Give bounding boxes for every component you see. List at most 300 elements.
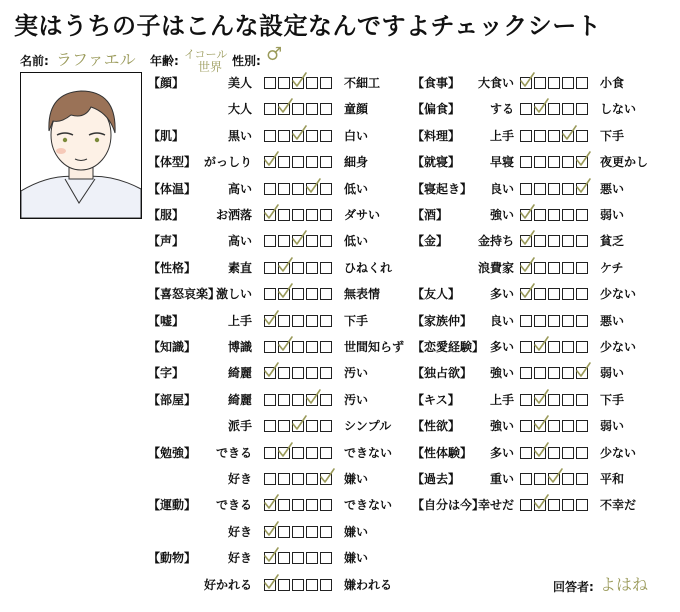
checkbox[interactable] <box>306 499 318 511</box>
checkbox[interactable] <box>320 183 332 195</box>
right-descriptor: ひねくれ <box>344 260 393 275</box>
checkbox[interactable] <box>548 130 560 142</box>
checkbox[interactable] <box>548 315 560 327</box>
right-descriptor: 不幸だ <box>600 498 637 513</box>
checklist-row <box>412 283 674 305</box>
checkmark-icon <box>277 283 293 299</box>
checkmark-icon <box>561 125 577 141</box>
left-descriptor: 早寝 <box>489 155 514 170</box>
checkbox[interactable] <box>306 447 318 459</box>
checkmark-icon <box>305 178 321 194</box>
right-descriptor: 世間知らず <box>344 340 405 354</box>
checkbox[interactable] <box>520 394 532 406</box>
checkmark-icon <box>519 230 535 246</box>
checkbox[interactable] <box>534 315 546 327</box>
checkbox[interactable] <box>320 262 332 274</box>
checkbox[interactable] <box>576 447 588 459</box>
checkbox[interactable] <box>306 367 318 379</box>
right-descriptor: 白い <box>344 128 369 143</box>
category-label: 【過去】 <box>412 472 461 486</box>
left-descriptor: 綺麗 <box>227 366 252 381</box>
checkbox[interactable] <box>278 235 290 247</box>
left-descriptor: 高い <box>227 234 252 249</box>
left-descriptor: 高い <box>227 181 252 196</box>
checkbox[interactable] <box>264 447 276 459</box>
checkbox[interactable] <box>576 473 588 485</box>
rating-scale <box>264 552 338 564</box>
checklist-row <box>412 389 674 411</box>
checkbox[interactable] <box>520 103 532 115</box>
checkbox[interactable] <box>320 394 332 406</box>
category-label: 【体温】 <box>148 181 197 196</box>
checkbox[interactable] <box>520 183 532 195</box>
rating-scale <box>520 288 594 300</box>
checkbox[interactable] <box>320 103 332 115</box>
checklist-row <box>412 98 674 120</box>
checkbox[interactable] <box>576 394 588 406</box>
left-descriptor: 多い <box>489 445 514 460</box>
left-descriptor: する <box>489 102 514 117</box>
right-descriptor: 少ない <box>600 287 637 302</box>
rating-scale <box>264 315 338 327</box>
checkbox[interactable] <box>520 315 532 327</box>
checkbox[interactable] <box>292 394 304 406</box>
checkbox[interactable] <box>264 103 276 115</box>
checkbox[interactable] <box>306 420 318 432</box>
right-descriptor: 弱い <box>600 419 625 434</box>
rating-scale <box>264 288 338 300</box>
checkbox[interactable] <box>520 367 532 379</box>
checkbox[interactable] <box>548 288 560 300</box>
right-descriptor: ケチ <box>600 260 624 275</box>
checkbox[interactable] <box>278 473 290 485</box>
rating-scale <box>520 315 594 327</box>
checkbox[interactable] <box>278 209 290 221</box>
category-label: 【金】 <box>412 234 449 249</box>
checklist-row <box>148 257 410 279</box>
checkmark-icon <box>533 98 549 114</box>
left-descriptor: 金持ち <box>477 234 514 249</box>
rating-scale <box>520 156 594 168</box>
checkbox[interactable] <box>520 156 532 168</box>
checkbox[interactable] <box>320 77 332 89</box>
left-descriptor: 重い <box>489 472 514 486</box>
checkbox[interactable] <box>278 183 290 195</box>
checkbox[interactable] <box>576 315 588 327</box>
checkbox[interactable] <box>520 341 532 353</box>
left-descriptor: 大人 <box>227 102 252 117</box>
checkbox[interactable] <box>548 394 560 406</box>
checkbox[interactable] <box>306 552 318 564</box>
checkbox[interactable] <box>520 420 532 432</box>
checkmark-icon <box>305 389 321 405</box>
checkbox[interactable] <box>320 235 332 247</box>
right-descriptor: できない <box>344 498 393 513</box>
checkbox[interactable] <box>562 262 574 274</box>
checkbox[interactable] <box>278 367 290 379</box>
checkmark-icon <box>319 468 335 484</box>
left-descriptor: 美人 <box>227 76 252 90</box>
checkbox[interactable] <box>576 103 588 115</box>
right-descriptor: 悪い <box>600 313 625 328</box>
left-descriptor: 博識 <box>227 340 252 354</box>
category-label: 【勉強】 <box>148 445 197 460</box>
checkbox[interactable] <box>320 420 332 432</box>
checkbox[interactable] <box>548 103 560 115</box>
checkbox[interactable] <box>292 552 304 564</box>
checkbox[interactable] <box>264 183 276 195</box>
checkbox[interactable] <box>534 262 546 274</box>
left-descriptor: 上手 <box>489 128 514 143</box>
category-label: 【性格】 <box>148 260 197 275</box>
checkbox[interactable] <box>306 526 318 538</box>
checkbox[interactable] <box>278 156 290 168</box>
checkbox[interactable] <box>278 552 290 564</box>
rating-scale <box>520 130 594 142</box>
checkmark-icon <box>533 389 549 405</box>
category-label: 【嘘】 <box>148 313 185 328</box>
checkbox[interactable] <box>264 235 276 247</box>
checkmark-icon <box>533 336 549 352</box>
left-descriptor: お洒落 <box>215 208 252 222</box>
checkbox[interactable] <box>320 552 332 564</box>
left-descriptor: 強い <box>489 366 514 381</box>
checkbox[interactable] <box>562 209 574 221</box>
checkbox[interactable] <box>520 473 532 485</box>
checkmark-icon <box>533 494 549 510</box>
category-label: 【字】 <box>148 366 185 381</box>
checkbox[interactable] <box>562 447 574 459</box>
checklist-row <box>412 230 674 252</box>
checkbox[interactable] <box>278 499 290 511</box>
checkbox[interactable] <box>534 235 546 247</box>
checkbox[interactable] <box>292 183 304 195</box>
checkbox[interactable] <box>320 341 332 353</box>
checkbox[interactable] <box>292 579 304 591</box>
checkbox[interactable] <box>548 499 560 511</box>
checkbox[interactable] <box>548 341 560 353</box>
right-descriptor: シンプル <box>344 419 392 434</box>
checkbox[interactable] <box>264 473 276 485</box>
checkbox[interactable] <box>562 367 574 379</box>
category-label: 【部屋】 <box>148 392 197 407</box>
checkbox[interactable] <box>264 420 276 432</box>
left-descriptor: 素直 <box>227 260 252 275</box>
rating-scale <box>264 262 338 274</box>
rating-scale <box>520 420 594 432</box>
checkbox[interactable] <box>576 209 588 221</box>
checkbox[interactable] <box>534 156 546 168</box>
checkbox[interactable] <box>576 130 588 142</box>
category-label: 【食事】 <box>412 76 461 90</box>
rating-scale <box>264 473 338 485</box>
checkbox[interactable] <box>292 209 304 221</box>
gender-value: ♂ <box>266 44 283 65</box>
rating-scale <box>264 103 338 115</box>
checkbox[interactable] <box>562 103 574 115</box>
checklist-row <box>148 442 410 464</box>
checkbox[interactable] <box>520 447 532 459</box>
checkbox[interactable] <box>264 394 276 406</box>
checkbox[interactable] <box>320 447 332 459</box>
checkbox[interactable] <box>320 288 332 300</box>
checkbox[interactable] <box>562 473 574 485</box>
rating-scale <box>264 394 338 406</box>
right-descriptor: 弱い <box>600 208 625 222</box>
checkbox[interactable] <box>562 156 574 168</box>
rating-scale <box>520 77 594 89</box>
checkmark-icon <box>263 151 279 167</box>
checklist-row <box>412 178 674 200</box>
category-label: 【肌】 <box>148 128 185 143</box>
rating-scale <box>520 209 594 221</box>
checkbox[interactable] <box>292 288 304 300</box>
left-descriptor: がっしり <box>203 155 252 170</box>
checkbox[interactable] <box>562 341 574 353</box>
checkmark-icon <box>533 442 549 458</box>
checkbox[interactable] <box>278 315 290 327</box>
left-descriptor: 好き <box>227 472 252 486</box>
right-descriptor: 嫌い <box>344 551 369 566</box>
checklist-row <box>412 257 674 279</box>
checkbox[interactable] <box>306 473 318 485</box>
category-label: 【偏食】 <box>412 102 461 117</box>
gender-label: 性別: <box>232 54 261 68</box>
checkbox[interactable] <box>576 77 588 89</box>
checklist-row <box>148 389 410 411</box>
checkbox[interactable] <box>534 209 546 221</box>
checkbox[interactable] <box>534 473 546 485</box>
respondent-value: よはね <box>600 575 649 594</box>
right-descriptor: 低い <box>344 234 369 249</box>
checkbox[interactable] <box>306 209 318 221</box>
checkbox[interactable] <box>576 235 588 247</box>
checkbox[interactable] <box>320 526 332 538</box>
category-label: 【恋愛経験】 <box>412 340 485 354</box>
checkmark-icon <box>263 521 279 537</box>
left-descriptor: 良い <box>489 313 514 328</box>
checkbox[interactable] <box>562 420 574 432</box>
right-descriptor: 下手 <box>600 128 625 143</box>
checkmark-icon <box>519 204 535 220</box>
rating-scale <box>264 526 338 538</box>
checkbox[interactable] <box>534 130 546 142</box>
checklist-row <box>412 415 674 437</box>
checkbox[interactable] <box>278 526 290 538</box>
checkbox[interactable] <box>278 77 290 89</box>
checkbox[interactable] <box>264 130 276 142</box>
rating-scale <box>520 103 594 115</box>
checklist-row <box>148 98 410 120</box>
category-label: 【自分は今】 <box>412 498 485 513</box>
checkbox[interactable] <box>534 183 546 195</box>
checkbox[interactable] <box>306 579 318 591</box>
rating-scale <box>264 156 338 168</box>
left-descriptor: 多い <box>489 287 514 302</box>
checkbox[interactable] <box>562 183 574 195</box>
left-descriptor: 好かれる <box>203 577 252 592</box>
checklist-row <box>148 468 410 490</box>
checkbox[interactable] <box>306 156 318 168</box>
checkbox[interactable] <box>576 341 588 353</box>
checkbox[interactable] <box>264 262 276 274</box>
checkbox[interactable] <box>320 156 332 168</box>
checkbox[interactable] <box>548 420 560 432</box>
checklist-row <box>412 72 674 94</box>
rating-scale <box>520 341 594 353</box>
checklist-row <box>148 574 410 596</box>
checklist-row <box>412 310 674 332</box>
checkmark-icon <box>519 283 535 299</box>
checkbox[interactable] <box>562 235 574 247</box>
checkbox[interactable] <box>306 130 318 142</box>
left-descriptor: 黒い <box>227 128 252 143</box>
checklist-row <box>148 204 410 226</box>
checkbox[interactable] <box>292 103 304 115</box>
checklist-row <box>148 283 410 305</box>
checkbox[interactable] <box>548 183 560 195</box>
checkbox[interactable] <box>562 394 574 406</box>
right-descriptor: 夜更かし <box>600 155 649 170</box>
checkbox[interactable] <box>292 499 304 511</box>
right-descriptor: 悪い <box>600 181 625 196</box>
checkbox[interactable] <box>562 315 574 327</box>
checkmark-icon <box>291 72 307 88</box>
checkmark-icon <box>277 442 293 458</box>
checkbox[interactable] <box>292 526 304 538</box>
checkbox[interactable] <box>306 235 318 247</box>
checklist-row <box>148 230 410 252</box>
category-label: 【友人】 <box>412 287 461 302</box>
checkbox[interactable] <box>576 420 588 432</box>
checkbox[interactable] <box>292 473 304 485</box>
checkbox[interactable] <box>306 341 318 353</box>
category-label: 【声】 <box>148 234 185 249</box>
checkbox[interactable] <box>562 499 574 511</box>
checkbox[interactable] <box>292 262 304 274</box>
checkbox[interactable] <box>548 447 560 459</box>
right-descriptor: 嫌い <box>344 472 369 486</box>
checkbox[interactable] <box>306 315 318 327</box>
checkbox[interactable] <box>306 262 318 274</box>
checkmark-icon <box>547 468 563 484</box>
checkbox[interactable] <box>278 130 290 142</box>
checkmark-icon <box>291 230 307 246</box>
category-label: 【酒】 <box>412 208 449 222</box>
rating-scale <box>520 235 594 247</box>
age-value-line1: イコール <box>184 48 228 61</box>
left-descriptor: 良い <box>489 181 514 196</box>
checkbox[interactable] <box>264 341 276 353</box>
checkbox[interactable] <box>292 156 304 168</box>
category-label: 【動物】 <box>148 551 197 566</box>
checkbox[interactable] <box>278 394 290 406</box>
checklist-row <box>412 151 674 173</box>
checkbox[interactable] <box>306 288 318 300</box>
checkbox[interactable] <box>320 579 332 591</box>
right-descriptor: 低い <box>344 181 369 196</box>
category-label: 【顔】 <box>148 76 185 90</box>
checkbox[interactable] <box>320 499 332 511</box>
checkbox[interactable] <box>534 77 546 89</box>
checkbox[interactable] <box>264 77 276 89</box>
checkbox[interactable] <box>548 262 560 274</box>
right-descriptor: 小食 <box>600 76 625 90</box>
checkbox[interactable] <box>292 341 304 353</box>
checkbox[interactable] <box>534 288 546 300</box>
checkbox[interactable] <box>548 367 560 379</box>
category-label: 【料理】 <box>412 128 461 143</box>
checklist-row <box>412 468 674 490</box>
checklist-row <box>412 125 674 147</box>
checkbox[interactable] <box>278 420 290 432</box>
right-descriptor: 嫌い <box>344 524 369 539</box>
checkbox[interactable] <box>562 77 574 89</box>
right-descriptor: できない <box>344 445 393 460</box>
left-descriptor: 浪費家 <box>477 260 514 275</box>
checkbox[interactable] <box>548 156 560 168</box>
rating-scale <box>520 183 594 195</box>
sheet-title: 実はうちの子はこんな設定なんですよチェックシート <box>14 12 602 40</box>
checkbox[interactable] <box>292 447 304 459</box>
checkbox[interactable] <box>320 209 332 221</box>
right-descriptor: しない <box>600 102 637 117</box>
checkbox[interactable] <box>520 499 532 511</box>
rating-scale <box>264 499 338 511</box>
left-descriptor: 強い <box>489 419 514 434</box>
checkbox[interactable] <box>320 367 332 379</box>
checkbox[interactable] <box>306 77 318 89</box>
checkmark-icon <box>575 151 591 167</box>
checklist-row <box>148 521 410 543</box>
checklist-row <box>412 204 674 226</box>
checkbox[interactable] <box>264 288 276 300</box>
checklist-row <box>412 494 674 516</box>
checkbox[interactable] <box>320 315 332 327</box>
category-label: 【服】 <box>148 208 185 222</box>
checklist-row <box>412 336 674 358</box>
checkbox[interactable] <box>292 315 304 327</box>
left-descriptor: できる <box>215 445 252 460</box>
age-label: 年齢: <box>150 54 179 68</box>
checkbox[interactable] <box>520 130 532 142</box>
checkbox[interactable] <box>548 235 560 247</box>
checkbox[interactable] <box>534 367 546 379</box>
checkbox[interactable] <box>576 262 588 274</box>
rating-scale <box>520 394 594 406</box>
right-descriptor: 少ない <box>600 445 637 460</box>
checkbox[interactable] <box>306 103 318 115</box>
checkbox[interactable] <box>278 579 290 591</box>
right-descriptor: 嫌われる <box>344 577 393 592</box>
checkbox[interactable] <box>548 77 560 89</box>
category-label: 【体型】 <box>148 155 197 170</box>
checkbox[interactable] <box>548 209 560 221</box>
checkbox[interactable] <box>562 288 574 300</box>
checkmark-icon <box>263 574 279 590</box>
rating-scale <box>264 235 338 247</box>
checkbox[interactable] <box>576 499 588 511</box>
category-label: 【就寝】 <box>412 155 461 170</box>
checkbox[interactable] <box>320 130 332 142</box>
checklist-row <box>148 362 410 384</box>
character-portrait <box>20 72 142 219</box>
rating-scale <box>520 473 594 485</box>
checkmark-icon <box>263 362 279 378</box>
checkbox[interactable] <box>576 288 588 300</box>
left-descriptor: 上手 <box>489 392 514 407</box>
checkbox[interactable] <box>292 367 304 379</box>
